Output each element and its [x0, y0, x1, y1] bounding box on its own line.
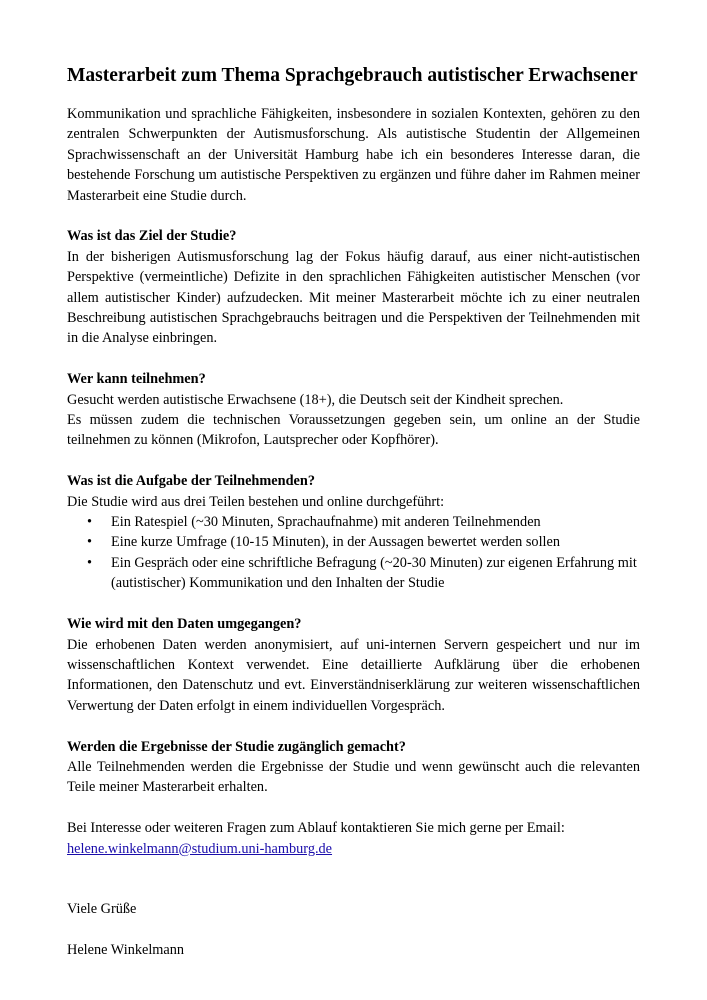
who-heading: Wer kann teilnehmen? — [67, 371, 206, 388]
signature-name: Helene Winkelmann — [67, 941, 185, 958]
document-page — [67, 64, 640, 960]
list-item-text: Ein Gespräch oder eine schriftliche Befragung (~20-30 Minuten) zur eigenen Erfahrung mit (autistischer) Kommunikation und den Inhalten der Studie — [111, 554, 637, 592]
data-heading: Wie wird mit den Daten umgegangen? — [67, 616, 302, 633]
closing-greeting: Viele Grüße — [67, 900, 137, 917]
bullet-icon: • — [87, 514, 93, 531]
contact-text: Bei Interesse oder weiteren Fragen zum Ablauf kontaktieren Sie mich gerne per Email: — [67, 820, 565, 837]
who-paragraph-2: Es müssen zudem die technischen Voraussetzungen gegeben sein, um online an der Studie teilnehmen zu können (Mikrofon, Lautsprecher oder Kopfhörer). — [67, 412, 640, 449]
list-item — [67, 532, 640, 552]
goal-paragraph: In der bisherigen Autismusforschung lag der Fokus häufig darauf, aus einer nicht-autistischen Perspektive (vermeintliche) Defizite in den sprachlichen Fähigkeiten autistischer Menschen (vor allem autistischer Kinder) aufzudecken. Mit meiner Masterarbeit möchte ich zu einer neutralen Beschreibung autistischen Sprachgebrauchs beitragen und die Perspektiven der Teilnehmenden mit in die Analyse einbringen. — [67, 248, 640, 347]
bullet-icon: • — [87, 554, 93, 571]
who-paragraph-1: Gesucht werden autistische Erwachsene (18+), die Deutsch seit der Kindheit sprechen. — [67, 391, 564, 408]
list-item-text: Ein Ratespiel (~30 Minuten, Sprachaufnahme) mit anderen Teilnehmenden — [111, 514, 541, 531]
list-item — [67, 512, 640, 532]
task-heading: Was ist die Aufgabe der Teilnehmenden? — [67, 473, 315, 490]
task-list — [67, 512, 640, 594]
bullet-icon: • — [87, 534, 93, 551]
list-item — [67, 553, 640, 594]
list-item-text: Eine kurze Umfrage (10-15 Minuten), in der Aussagen bewertet werden sollen — [111, 534, 561, 551]
intro-paragraph: Kommunikation und sprachliche Fähigkeiten, insbesondere in sozialen Kontexten, gehören zu den zentralen Schwerpunkten der Autismusforschung. Als autistische Studentin der Allgemeinen Sprachwissenschaft an der Universität Hamburg habe ich ein besonderes Interesse daran, die bestehende Forschung um autistische Perspektiven zu ergänzen und führe daher im Rahmen meiner Masterarbeit eine Studie durch. — [67, 106, 640, 204]
results-paragraph: Alle Teilnehmenden werden die Ergebnisse der Studie und wenn gewünscht auch die relevanten Teile meiner Masterarbeit erhalten. — [67, 758, 640, 796]
data-paragraph: Die erhobenen Daten werden anonymisiert, auf uni-internen Servern gespeichert und nur im wissenschaftlichen Kontext verwendet. Eine detaillierte Aufklärung über die erhobenen Informationen, den Datenschutz und evt. Einverständniserklärung zur weiteren wissenschaftlichen Verwertung der Daten erfolgt in einem individuellen Vorgespräch. — [67, 636, 640, 714]
results-heading: Werden die Ergebnisse der Studie zugänglich gemacht? — [67, 738, 406, 755]
document-title: Masterarbeit zum Thema Sprachgebrauch autistischer Erwachsener — [67, 65, 638, 86]
email-link[interactable]: helene.winkelmann@studium.uni-hamburg.de — [67, 840, 333, 857]
goal-heading: Was ist das Ziel der Studie? — [67, 228, 237, 245]
task-intro: Die Studie wird aus drei Teilen bestehen und online durchgeführt: — [67, 493, 445, 510]
